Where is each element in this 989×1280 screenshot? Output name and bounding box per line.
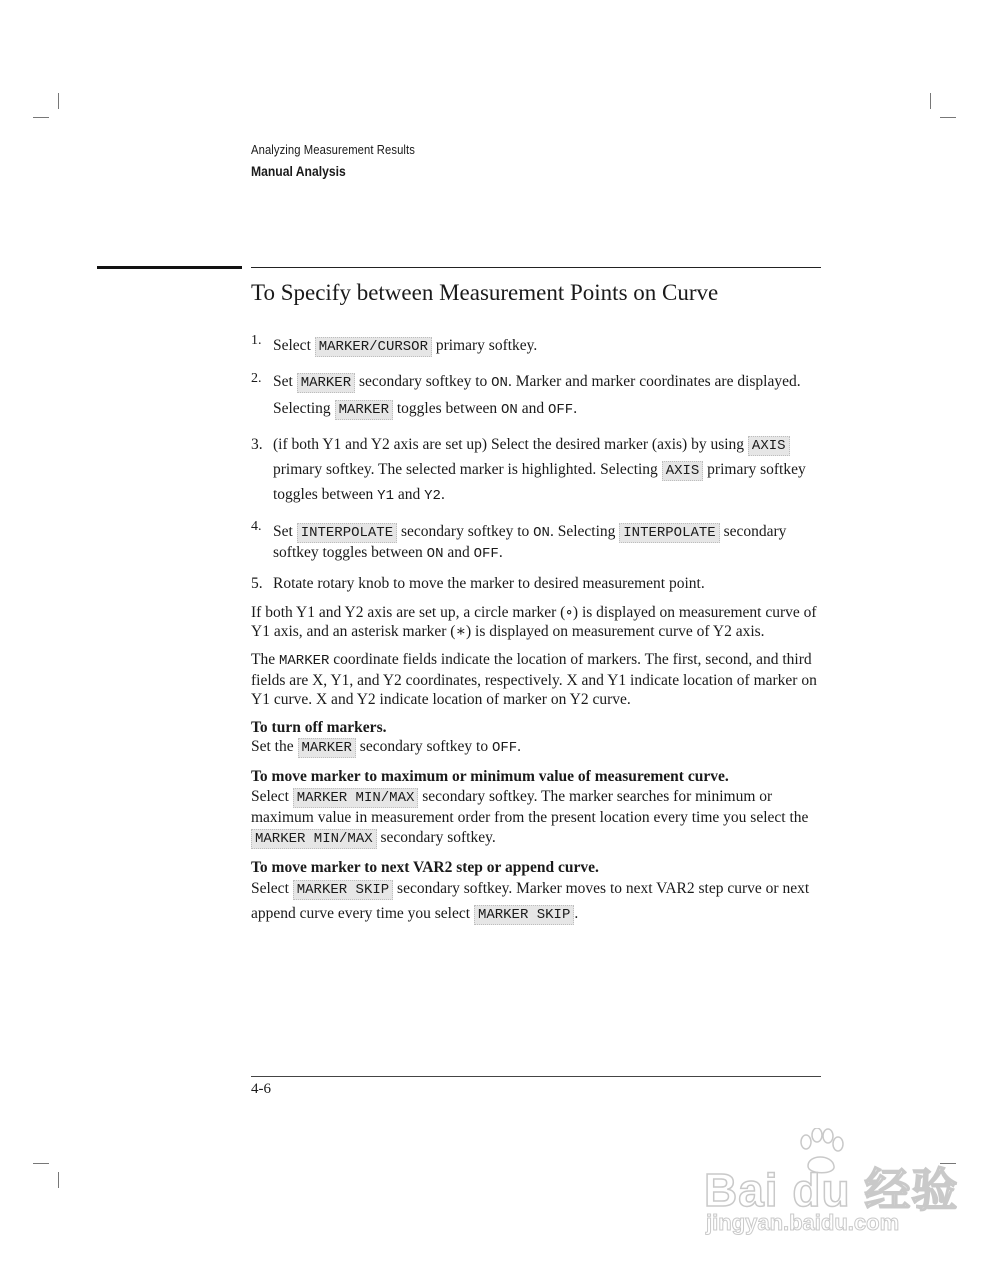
paragraph-marker-coordinates [251,650,829,709]
step-text: and [521,400,545,417]
paragraph-text: secondary softkey. [380,829,496,846]
step-text: . [498,544,503,561]
step-text: secondary softkey toggles between [273,523,787,561]
softkey-marker-skip: MARKER SKIP [474,905,574,925]
paragraph-text: The [251,651,276,668]
step-number: 4. [251,519,262,534]
softkey-marker: MARKER [335,400,393,420]
crop-mark [930,93,931,109]
running-header-section: Manual Analysis [251,164,346,179]
section-rule-thin [251,267,821,268]
footer-rule [251,1076,821,1077]
step-text: primary softkey. [435,337,538,354]
crop-mark [940,117,956,118]
value-on: ON [426,546,444,562]
value-on: ON [491,375,508,391]
step-text: secondary softkey to [358,373,488,390]
subsection-skip [251,858,829,927]
crop-mark [58,93,59,109]
step-number: 2. [251,371,262,386]
step-2 [251,369,829,423]
subsection-turn-off [251,718,829,758]
value-on: ON [501,402,518,418]
field-marker: MARKER [278,653,330,669]
paragraph-text: Select [251,788,289,805]
watermark [700,1128,959,1243]
subsection-min-max [251,767,829,849]
step-4 [251,519,829,564]
step-number: 3. [251,436,263,453]
softkey-marker-skip: MARKER SKIP [293,880,393,900]
step-text: toggles between [396,400,498,417]
step-text: Set [273,523,293,540]
step-text: secondary softkey to [400,523,530,540]
step-text: Set [273,373,293,390]
page-number: 4-6 [251,1081,271,1097]
step-3 [251,433,829,508]
crop-mark [58,1172,59,1188]
softkey-marker-min-max: MARKER MIN/MAX [251,829,377,849]
paragraph-marker-types: If both Y1 and Y2 axis are set up, a circle marker (∘) is displayed on measurement curve of Y1 axis, and an asterisk marker (∗) is displayed on measurement curve of Y2 axis. [251,604,817,640]
paragraph-text: . [517,738,522,755]
softkey-marker: MARKER [298,738,356,758]
step-text: . Selecting [549,523,616,540]
step-text: primary softkey. The selected marker is highlighted. Selecting [273,461,658,478]
softkey-interpolate: INTERPOLATE [297,523,397,543]
value-off: OFF [473,546,499,562]
watermark-url: jingyan.baidu.com [706,1210,900,1235]
step-text: . [573,400,578,417]
page-title: To Specify between Measurement Points on Curve [251,280,719,305]
step-1 [251,333,829,357]
step-text: . [440,486,445,503]
step-text: primary softkey toggles between [273,461,806,503]
step-number: 5. [251,575,263,592]
section-rule-thick [97,266,242,269]
softkey-marker-cursor: MARKER/CURSOR [315,337,432,357]
paragraph-text: secondary softkey. The marker searches for minimum or maximum value in measurement order from the present location every time you select the [251,788,809,826]
softkey-axis: AXIS [748,436,790,456]
running-header-chapter: Analyzing Measurement Results [251,143,415,157]
watermark-brand: Bai du 经验 [704,1164,959,1216]
value-off: OFF [547,402,574,418]
paragraph-text: . [574,905,579,922]
softkey-axis: AXIS [662,461,704,481]
value-on: ON [533,525,550,541]
step-text: Select [273,337,311,354]
step-5 [251,574,829,593]
step-text: and [447,544,470,561]
paragraph-text: Select [251,880,289,897]
subsection-heading: To move marker to maximum or minimum value of measurement curve. [251,768,729,785]
paragraph-text: secondary softkey. Marker moves to next VAR2 step curve or next append curve every time you select [251,880,810,922]
crop-mark [33,1163,49,1164]
main-content [251,333,829,936]
step-text: and [397,486,421,503]
step-text: . Marker and marker coordinates are displayed. Selecting [273,373,801,417]
softkey-interpolate: INTERPOLATE [619,523,719,543]
step-text: (if both Y1 and Y2 axis are set up) Select the desired marker (axis) by using [273,436,745,453]
subsection-heading: To turn off markers. [251,719,387,736]
paragraph-text: coordinate fields indicate the location of markers. The first, second, and third fields are X, Y1, and Y2 coordinates, respectively. X and Y1 indicate location of marker on Y1 curve. X and Y2 indicate location of marker on Y2 curve. [251,651,817,708]
softkey-marker-min-max: MARKER MIN/MAX [293,788,419,808]
value-off: OFF [491,740,518,756]
value-y2: Y2 [424,488,441,504]
crop-mark [33,117,49,118]
subsection-heading: To move marker to next VAR2 step or append curve. [251,859,599,876]
paragraph-text: Set the [251,738,294,755]
step-number: 1. [251,333,262,348]
softkey-marker: MARKER [297,373,355,393]
paragraph-text: secondary softkey to [359,738,489,755]
value-y1: Y1 [377,488,394,504]
step-text: Rotate rotary knob to move the marker to desired measurement point. [273,575,705,592]
